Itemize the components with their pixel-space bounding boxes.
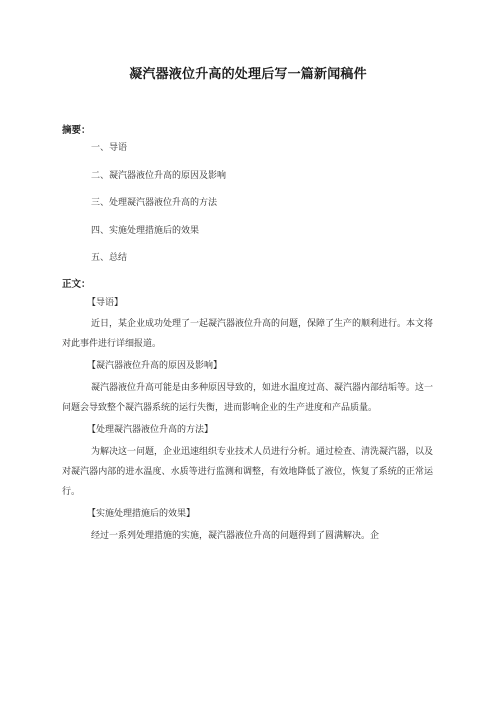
summary-item: 一、导语 [91, 143, 128, 153]
section-paragraph-causes: 凝汽器液位升高可能是由多种原因导致的，如进水温度过高、凝汽器内部结垢等。这一问题会导致整个凝汽器系统的运行失衡，进而影响企业的生产进度和产品质量。 [62, 383, 434, 413]
section-heading-results: 【实施处理措施后的效果】 [87, 509, 196, 519]
section-heading-methods: 【处理凝汽器液位升高的方法】 [87, 425, 214, 435]
section-paragraph-methods: 为解决这一问题，企业迅速组织专业技术人员进行分析。通过检查、清洗凝汽器，以及对凝汽器内部的进水温度、水质等进行监测和调整，有效地降低了液位，恢复了系统的正常运行。 [62, 447, 434, 497]
summary-item: 三、处理凝汽器液位升高的方法 [91, 198, 218, 209]
section-heading-intro: 【导语】 [87, 298, 124, 308]
document-title: 凝汽器液位升高的处理后写一篇新闻稿件 [129, 67, 367, 82]
summary-item: 四、实施处理措施后的效果 [91, 225, 200, 236]
summary-item: 二、凝汽器液位升高的原因及影响 [91, 170, 227, 181]
section-paragraph-results: 经过一系列处理措施的实施，凝汽器液位升高的问题得到了圆满解决。企 [91, 531, 380, 541]
summary-item: 五、总结 [91, 253, 128, 264]
body-content [62, 291, 433, 546]
body-label: 正文： [62, 279, 91, 290]
summary-list [91, 144, 226, 282]
section-paragraph-intro: 近日，某企业成功处理了一起凝汽器液位升高的问题，保障了生产的顺利进行。本文将对此事件进行详细报道。 [62, 319, 434, 349]
summary-label: 摘要： [62, 125, 91, 136]
section-heading-causes: 【凝汽器液位升高的原因及影响】 [87, 361, 223, 371]
